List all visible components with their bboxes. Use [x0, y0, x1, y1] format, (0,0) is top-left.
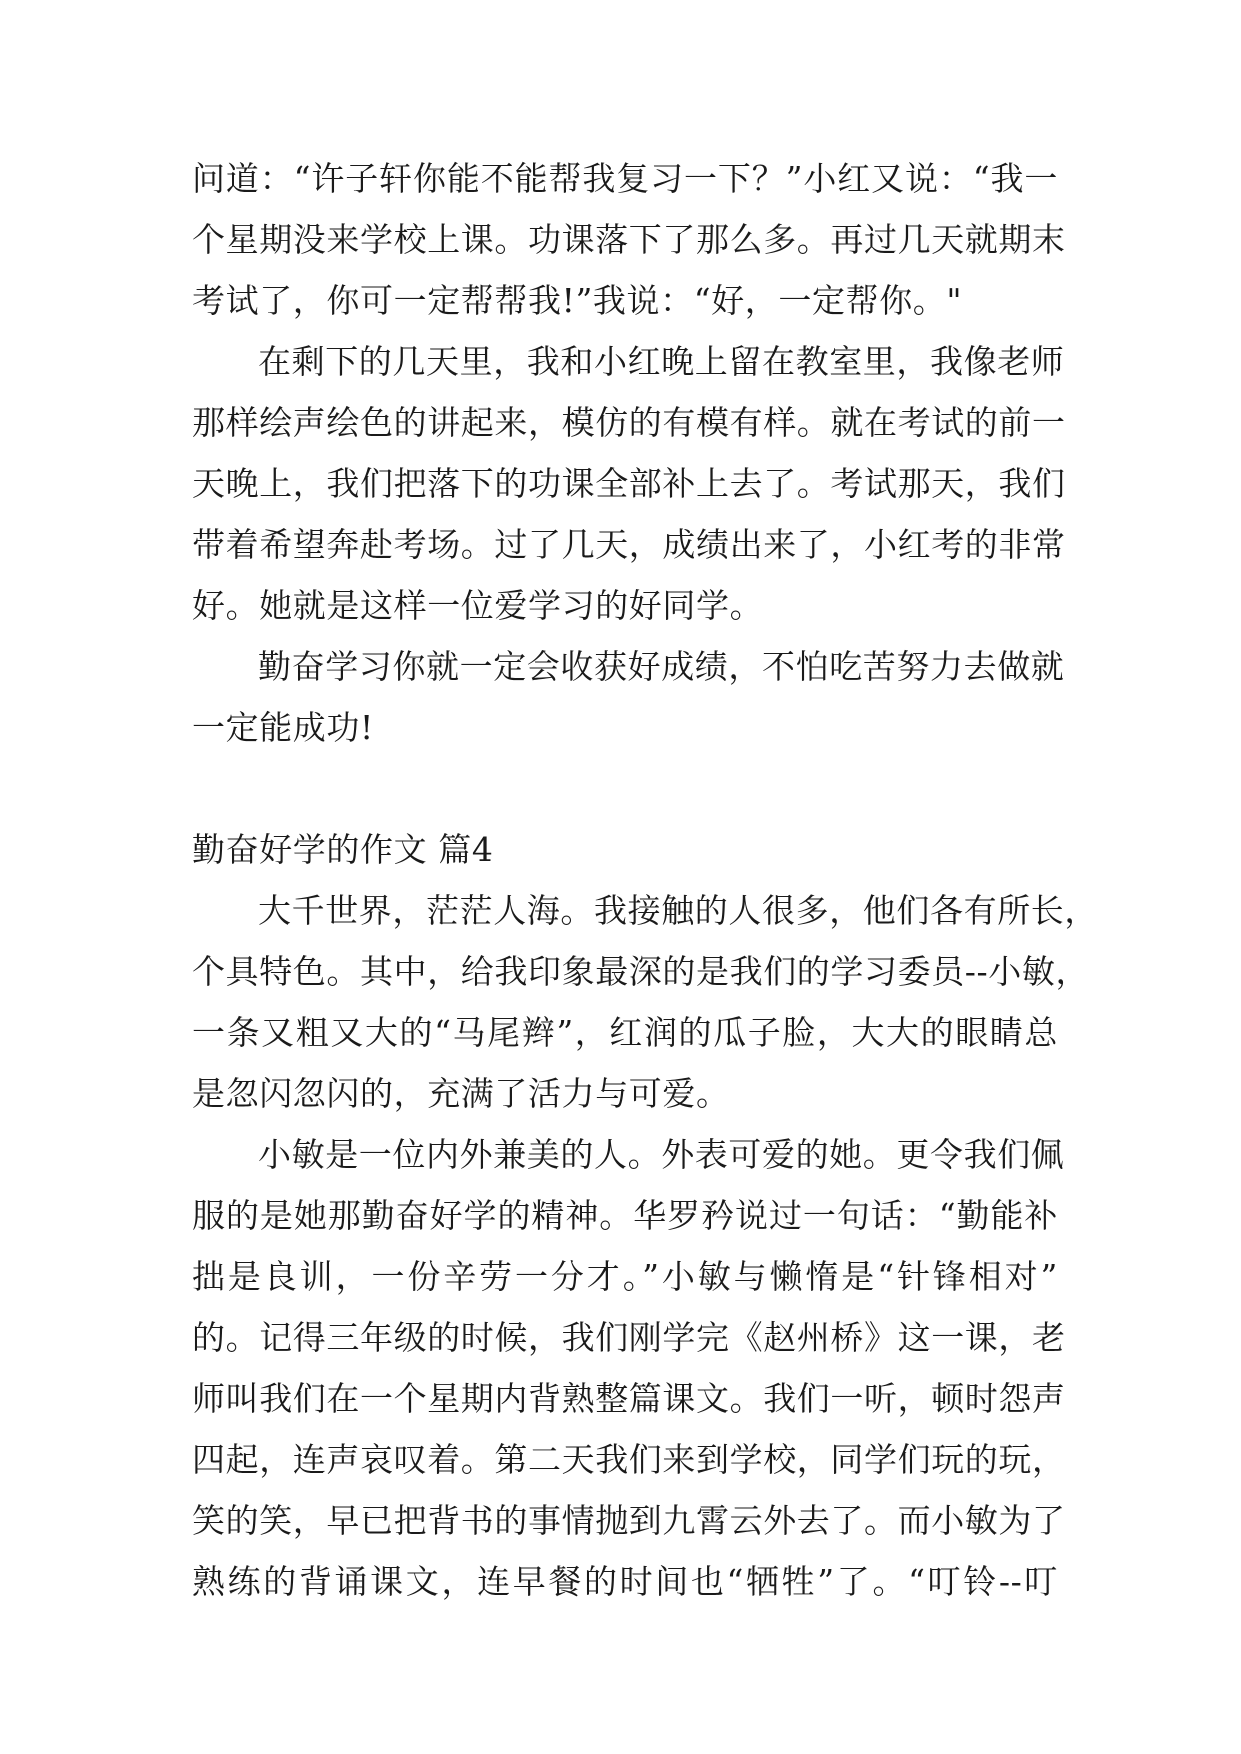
- previous-essay-text: [192, 148, 1066, 758]
- text-line: 在剩下的几天里，我和小红晚上留在教室里，我像老师: [258, 342, 1065, 381]
- text-line: 好。她就是这样一位爱学习的好同学。: [192, 586, 764, 625]
- text-line: 笑的笑，早已把背书的事情抛到九霄云外去了。而小敏为了: [192, 1501, 1066, 1540]
- essay-4-text: [192, 880, 1098, 1612]
- text-line: 的。记得三年级的时候，我们刚学完《赵州桥》这一课，老: [192, 1318, 1066, 1357]
- text-line: 带着希望奔赴考场。过了几天，成绩出来了，小红考的非常: [192, 525, 1066, 564]
- text-line: 师叫我们在一个星期内背熟整篇课文。我们一听，顿时怨声: [192, 1379, 1066, 1418]
- text-line: 问道：“许子轩你能不能帮我复习一下？”小红又说：“我一: [192, 159, 1058, 198]
- text-line: 拙是良训，一份辛劳一分才。”小敏与懒惰是“针锋相对”: [192, 1257, 1058, 1296]
- text-line: 大千世界，茫茫人海。我接触的人很多，他们各有所长，: [258, 891, 1098, 930]
- section-heading: 勤奋好学的作文 篇4: [192, 830, 494, 869]
- text-line: 四起，连声哀叹着。第二天我们来到学校，同学们玩的玩，: [192, 1440, 1066, 1479]
- text-line: 那样绘声绘色的讲起来，模仿的有模有样。就在考试的前一: [192, 403, 1066, 442]
- text-line: 个具特色。其中，给我印象最深的是我们的学习委员--小敏，: [192, 952, 1090, 991]
- text-line: 一条又粗又大的“马尾辫”，红润的瓜子脸，大大的眼睛总: [192, 1013, 1058, 1052]
- text-line: 天晚上，我们把落下的功课全部补上去了。考试那天，我们: [192, 464, 1066, 503]
- text-line: 服的是她那勤奋好学的精神。华罗矜说过一句话：“勤能补: [192, 1196, 1058, 1235]
- section-spacer: [192, 758, 1058, 819]
- text-line: 是忽闪忽闪的，充满了活力与可爱。: [192, 1074, 730, 1113]
- text-line: 勤奋学习你就一定会收获好成绩，不怕吃苦努力去做就: [258, 647, 1065, 686]
- text-line: 个星期没来学校上课。功课落下了那么多。再过几天就期末: [192, 220, 1066, 259]
- text-line: 小敏是一位内外兼美的人。外表可爱的她。更令我们佩: [258, 1135, 1065, 1174]
- text-line: 一定能成功!: [192, 708, 374, 747]
- text-line: 考试了，你可一定帮帮我!”我说：“好，一定帮你。": [192, 281, 963, 320]
- document-body: [192, 148, 1098, 1612]
- text-line: 熟练的背诵课文，连早餐的时间也“牺牲”了。“叮铃--叮: [192, 1562, 1058, 1601]
